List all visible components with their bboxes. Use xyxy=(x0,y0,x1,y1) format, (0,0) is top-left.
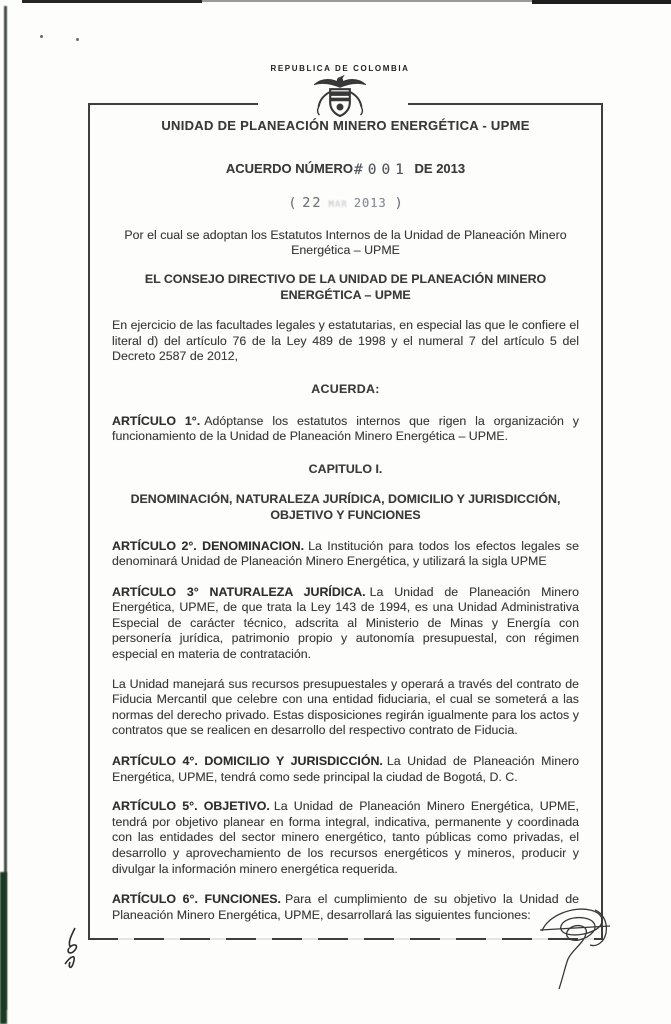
acuerdo-number-line xyxy=(112,161,579,179)
scan-artifact-green-strip xyxy=(0,872,7,1024)
article-4-lead: ARTÍCULO 4°. DOMICILIO Y JURISDICCIÓN. xyxy=(112,754,383,769)
scan-speck xyxy=(76,38,79,41)
signature-mark-right xyxy=(538,903,616,996)
document-crest xyxy=(190,64,490,129)
document-content xyxy=(90,105,601,923)
document-border-box xyxy=(88,103,603,938)
scan-speck xyxy=(40,35,43,38)
date-stamp xyxy=(112,195,579,214)
article-1 xyxy=(112,414,579,445)
article-1-text: Adóptanse los estatutos internos que rigen la organización y funcionamiento de la Unidad de Planeación Minero Energética – UPME. xyxy=(112,413,579,444)
acuerda-heading: ACUERDA: xyxy=(311,381,380,396)
stamp-day: 22 xyxy=(302,195,323,212)
document-border-bottom-dashed xyxy=(88,938,603,940)
article-5-text: La Unidad de Planeación Minero Energética, UPME, tendrá por objetivo planear en forma integral, indicativa, permanente y coordinada con las entidades del sector minero energético, tanto públicas como privadas, el desarrollo y aprovechamiento de los recursos energéticos y mineros, producir y divulgar la información minero energética requerida. xyxy=(112,799,579,876)
article-6-lead: ARTÍCULO 6°. FUNCIONES. xyxy=(112,892,281,907)
republic-label: REPUBLICA DE COLOMBIA xyxy=(270,64,410,73)
article-5 xyxy=(112,799,579,877)
preamble-paragraph: En ejercicio de las facultades legales y estatutarias, en especial las que le confiere el literal d) del artículo 76 de la Ley 489 de 1998 y el numeral 7 del artículo 5 del Decreto 2587 de 2012, xyxy=(112,318,579,364)
article-4-text: La Unidad de Planeación Minero Energética, UPME, tendrá como sede principal la ciudad de Bogotá, D. C. xyxy=(112,754,579,784)
article-3-text: La Unidad de Planeación Minero Energética, UPME, de que trata la Ley 143 de 1994, es una Unidad Administrativa Especial de carácter técnico, adscrita al Ministerio de Minas y Energía con personería jurídica, patrimonio propio y autonomía presupuestal, con régimen especial en materia de contratación. xyxy=(112,584,579,662)
acuerdo-number-stamp: #001 xyxy=(353,161,409,178)
article-5-lead: ARTÍCULO 5°. OBJETIVO. xyxy=(112,799,270,814)
article-3 xyxy=(112,585,579,663)
scan-artifact-top-edge xyxy=(532,0,671,4)
org-title: UNIDAD DE PLANEACIÓN MINERO ENERGÉTICA - UPME xyxy=(161,118,530,133)
acuerdo-prefix: ACUERDO NÚMERO xyxy=(225,160,353,176)
article-2 xyxy=(112,539,579,570)
article-2-text: La Institución para todos los efectos legales se denominará Unidad de Planeación Minero Energética, y utilizará la sigla UPME xyxy=(112,538,580,569)
article-2-lead: ARTÍCULO 2°. DENOMINACION. xyxy=(112,538,305,553)
scan-artifact-top-edge xyxy=(22,0,202,3)
article-6-text: Para el cumplimiento de su objetivo la Unidad de Planeación Minero Energética, UPME, desarrollará las siguientes funciones: xyxy=(112,892,579,922)
stamp-year: 2013 xyxy=(353,196,387,211)
article-1-lead: ARTÍCULO 1°. xyxy=(112,413,201,428)
council-heading: EL CONSEJO DIRECTIVO DE LA UNIDAD DE PLANEACIÓN MINERO ENERGÉTICA – UPME xyxy=(144,271,547,302)
acuerdo-year: DE 2013 xyxy=(414,160,466,176)
chapter-heading: CAPITULO I. xyxy=(308,461,383,476)
colombia-coat-of-arms-icon xyxy=(303,74,377,124)
scan-artifact-top-edge xyxy=(202,0,532,2)
scan-artifact-left-edge xyxy=(4,6,7,1010)
article-4 xyxy=(112,754,579,785)
stamp-paren-open: ( xyxy=(288,196,297,212)
signature-mark-left xyxy=(58,926,86,975)
article-6 xyxy=(112,892,579,923)
fiducia-paragraph: La Unidad manejará sus recursos presupuestales y operará a través del contrato de Fiducia Mercantil que celebre con una entidad fiduciaria, el cual se someterá a las normas del derecho privado. Estas disposiciones regirán igualmente para los actos y contratos que se realicen en desarrollo del respectivo contrato de Fiducia. xyxy=(112,676,579,738)
subject-clause: Por el cual se adoptan los Estatutos Internos de la Unidad de Planeación Minero Energética – UPME xyxy=(124,227,567,258)
chapter-subheading: DENOMINACIÓN, NATURALEZA JURÍDICA, DOMICILIO Y JURISDICCIÓN, OBJETIVO Y FUNCIONES xyxy=(130,492,561,522)
stamp-paren-close: ) xyxy=(394,196,403,212)
article-3-lead: ARTÍCULO 3° NATURALEZA JURÍDICA. xyxy=(112,584,366,599)
stamp-month: MAR xyxy=(328,200,348,211)
